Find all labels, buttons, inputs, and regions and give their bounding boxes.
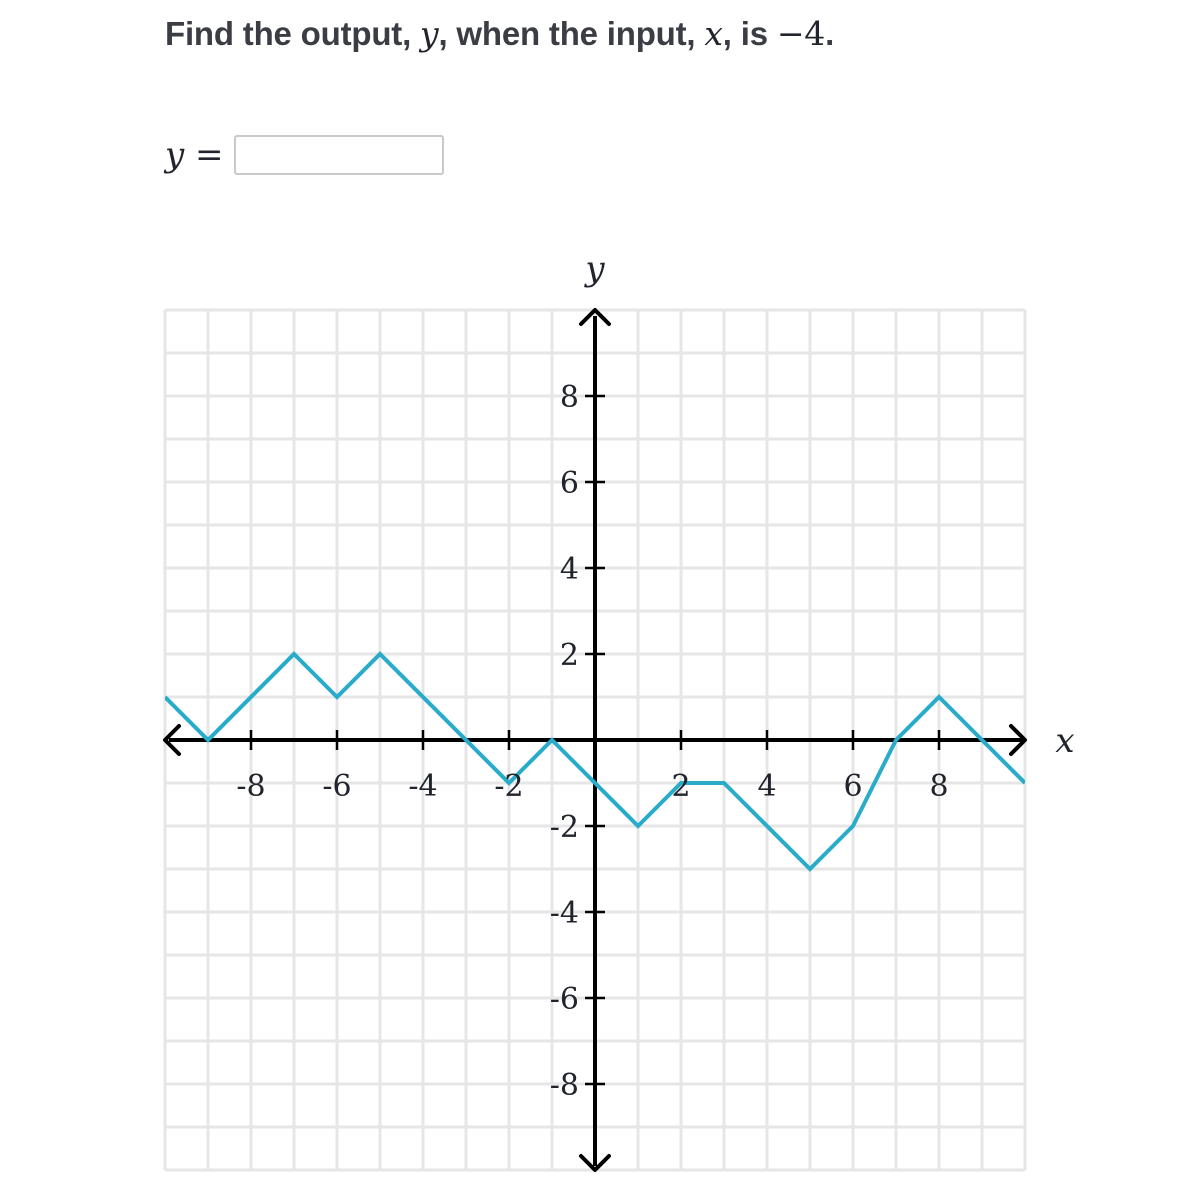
y-tick-label: 6 [559,466,579,501]
variable-x: x [704,14,723,53]
x-axis-title: x [1055,721,1075,761]
y-tick-label: 4 [559,552,579,587]
x-tick-label: -4 [408,769,438,804]
x-tick-label: -2 [494,769,524,804]
y-tick-label: -6 [549,982,579,1017]
question-end: . [825,15,835,52]
y-tick-label: -4 [549,896,579,931]
x-tick-label: -8 [236,769,266,804]
answer-variable: y [165,135,185,175]
labels [236,249,1074,1103]
x-tick-label: 8 [929,769,949,804]
question-suffix: , is [722,15,777,52]
answer-equals: = [195,135,224,175]
x-tick-label: 2 [671,769,691,804]
y-tick-label: -8 [549,1068,579,1103]
y-tick-label: 8 [559,380,579,415]
question-middle: , when the input, [438,15,705,52]
x-tick-label: 6 [843,769,863,804]
y-tick-label: 2 [559,638,579,673]
x-tick-label: 4 [757,769,777,804]
input-value: −4 [776,14,826,53]
y-axis-title: y [585,249,605,289]
y-tick-label: -2 [549,810,579,845]
x-tick-label: -6 [322,769,352,804]
question-prefix: Find the output, [165,15,421,52]
variable-y: y [420,14,439,53]
